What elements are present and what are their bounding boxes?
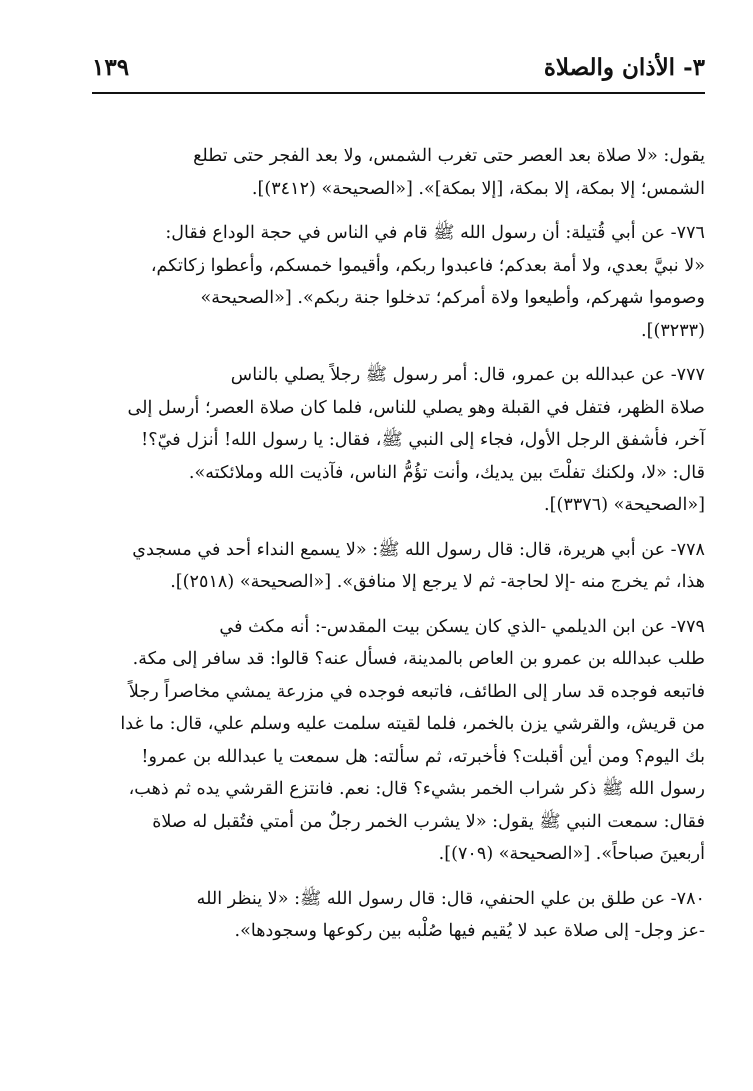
text-line: وصوموا شهركم، وأطيعوا ولاة أمركم؛ تدخلوا جنة ربكم». [«الصحيحة» — [200, 288, 705, 308]
text-line: «لا نبيَّ بعدي، ولا أمة بعدكم؛ فاعبدوا ربكم، وأقيموا خمسكم، وأعطوا زكاتكم، — [150, 255, 705, 276]
text-line: ٧٧٧- عن عبدالله بن عمرو، قال: أمر رسول ﷺ رجلاً يصلي بالناس — [230, 365, 705, 385]
text-line: ٧٧٩- عن ابن الديلمي -الذي كان يسكن بيت المقدس-: أنه مكث في — [219, 616, 705, 637]
text-line: فقال: سمعت النبي ﷺ يقول: «لا يشرب الخمر رجلٌ من أمتي فتُقبل له صلاة — [152, 811, 705, 832]
text-line: آخر، فأشفق الرجل الأول، فجاء إلى النبي ﷺ، فقال: يا رسول الله! أنزل فيّ؟! — [141, 430, 705, 450]
paragraph-continuation — [50, 140, 705, 205]
page-body — [50, 140, 705, 948]
text-line: (٣٢٣٣)]. — [640, 320, 705, 341]
text-line: الشمس؛ إلا بمكة، إلا بمكة، [إلا بمكة]». [«الصحيحة» (٣٤١٢)]. — [251, 178, 705, 199]
text-line: من قريش، والقرشي يزن بالخمر، فلما لقيته سلمت عليه وسلم علي، قال: ما غدا — [120, 714, 705, 734]
hadith-780 — [50, 883, 705, 948]
text-line: بك اليوم؟ ومن أين أقبلت؟ فأخبرته، ثم سألته: هل سمعت يا عبدالله بن عمرو! — [141, 746, 705, 767]
text-line: طلب عبدالله بن عمرو بن العاص بالمدينة، فسأل عنه؟ قالوا: قد سافر إلى مكة. — [132, 649, 705, 669]
hadith-778 — [50, 534, 705, 599]
hadith-776 — [50, 217, 705, 347]
chapter-title: ٣- الأذان والصلاة — [543, 54, 705, 81]
text-line: رسول الله ﷺ ذكر شراب الخمر بشيء؟ قال: نعم. فانتزع القرشي يده ثم ذهب، — [128, 779, 705, 799]
text-line: قال: «لا، ولكنك تفلْتَ بين يديك، وأنت تؤُمُّ الناس، فآذيت الله وملائكته». — [188, 462, 705, 483]
text-line: هذا، ثم يخرج منه -إلا لحاجة- ثم لا يرجع إلا منافق». [«الصحيحة» (٢٥١٨)]. — [170, 572, 705, 592]
text-line: ٧٧٨- عن أبي هريرة، قال: قال رسول الله ﷺ: «لا يسمع النداء أحد في مسجدي — [132, 539, 705, 560]
page-number: ١٣٩ — [92, 54, 130, 81]
text-line: -عز وجل- إلى صلاة عبد لا يُقيم فيها صُلْبه بين ركوعها وسجودها». — [234, 921, 705, 941]
text-line: ٧٨٠- عن طلق بن علي الحنفي، قال: قال رسول الله ﷺ: «لا ينظر الله — [196, 888, 705, 909]
text-line: يقول: «لا صلاة بعد العصر حتى تغرب الشمس، ولا بعد الفجر حتى تطلع — [193, 146, 705, 166]
text-line: [«الصحيحة» (٣٣٧٦)]. — [544, 495, 705, 515]
hadith-779 — [50, 611, 705, 871]
text-line: صلاة الظهر، فتفل في القبلة وهو يصلي للناس، فلما كان صلاة العصر؛ أرسل إلى — [127, 397, 705, 418]
text-line: فاتبعه فوجده قد سار إلى الطائف، فاتبعه فوجده في مزرعة يمشي مخاصراً رجلاً — [128, 681, 705, 702]
text-line: أربعينَ صباحاً». [«الصحيحة» (٧٠٩)]. — [438, 844, 705, 864]
hadith-777 — [50, 359, 705, 522]
text-line: ٧٧٦- عن أبي قُتيلة: أن رسول الله ﷺ قام في الناس في حجة الوداع فقال: — [165, 223, 705, 243]
running-header — [92, 52, 705, 94]
